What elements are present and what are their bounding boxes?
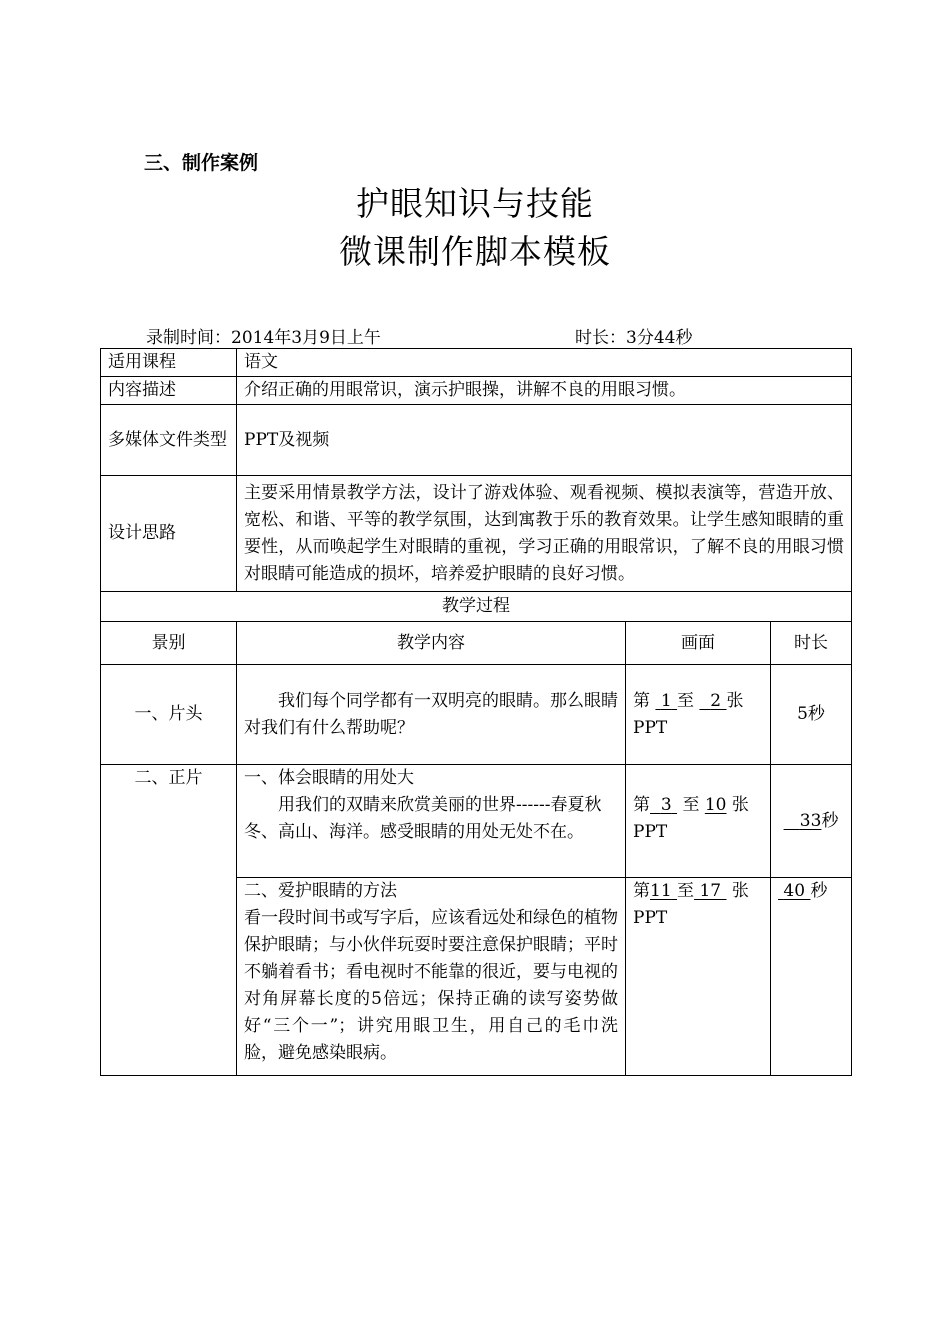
slides-to: 17 [699,881,722,901]
process-row [101,765,852,878]
header-duration: 时长 [771,622,852,665]
duration-cell: 40 秒 [771,878,852,1076]
info-label: 适用课程 [101,349,237,377]
scene-label: 一、片头 [101,665,237,765]
slides-to: 2 [710,690,722,711]
slides-suffix: 张 [731,881,749,901]
slides-cell [626,765,771,878]
slides-from: 3 [660,795,672,815]
content-cell [237,878,626,1076]
content-text: 用我们的双睛来欣赏美丽的世界------春夏秋冬、高山、海洋。感受眼睛的用处无处不在。 [244,795,602,842]
total-duration: 时长：3分44秒 [575,328,693,348]
slides-mid: 至 [677,881,695,901]
info-label: 设计思路 [101,476,237,592]
info-row-course [101,349,852,377]
content-text: 看一段时间书或写字后，应该看远处和绿色的植物保护眼睛；与小伙伴玩耍时要注意保护眼睛；平时不躺着看书；看电视时不能靠的很近，要与电视的对角屏幕长度的5倍远；保持正确的读写姿势做好“三个一”；讲究用眼卫生，用自己的毛巾洗脸，避免感染眼病。 [244,908,618,1063]
slides-prefix: 第 [633,795,650,815]
slides-unit: PPT [633,822,668,842]
script-table [100,348,852,1076]
process-row [101,665,852,765]
slides-cell [626,665,771,765]
scene-label: 二、正片 [101,765,237,1076]
slides-mid: 至 [677,690,695,711]
duration-cell: 33秒 [771,765,852,878]
slides-cell [626,878,771,1076]
duration-value: 40 [783,881,806,901]
slides-suffix: 张 [726,690,744,711]
process-title: 教学过程 [101,592,852,622]
duration-cell: 5秒 [771,665,852,765]
process-title-row [101,592,852,622]
document-title: 护眼知识与技能 [356,184,594,223]
slides-mid: 至 [682,795,700,815]
document-subtitle: 微课制作脚本模板 [339,232,611,271]
record-time: 录制时间：2014年3月9日上午 [146,328,381,348]
info-row-design [101,476,852,592]
section-heading: 三、制作案例 [144,152,259,174]
header-slides: 画面 [626,622,771,665]
content-title: 一、体会眼睛的用处大 [244,768,414,788]
slides-to: 10 [704,795,727,815]
slides-unit: PPT [633,908,668,928]
duration-value: 33 [799,810,822,831]
process-header-row [101,622,852,665]
header-content: 教学内容 [237,622,626,665]
content-title: 二、爱护眼睛的方法 [244,881,397,901]
slides-from: 1 [660,690,672,711]
slides-prefix: 第 [633,881,650,901]
info-value: 语文 [237,349,852,377]
info-value: PPT及视频 [237,405,852,476]
slides-suffix: 张 [731,795,749,815]
info-label: 内容描述 [101,377,237,405]
info-label: 多媒体文件类型 [101,405,237,476]
slides-prefix: 第 [633,690,650,711]
info-row-description [101,377,852,405]
content-text: 我们每个同学都有一双明亮的眼睛。那么眼睛对我们有什么帮助呢？ [237,665,626,765]
content-cell [237,765,626,878]
info-value: 主要采用情景教学方法，设计了游戏体验、观看视频、模拟表演等，营造开放、宽松、和谐、平等的教学氛围，达到寓教于乐的教育效果。让学生感知眼睛的重要性，从而唤起学生对眼睛的重视，学习正确的用眼常识，了解不良的用眼习惯对眼睛可能造成的损坏，培养爱护眼睛的良好习惯。 [237,476,852,592]
info-value: 介绍正确的用眼常识，演示护眼操，讲解不良的用眼习惯。 [237,377,852,405]
slides-unit: PPT [633,717,668,738]
info-row-media-type [101,405,852,476]
header-scene: 景别 [101,622,237,665]
slides-from: 11 [650,881,672,901]
